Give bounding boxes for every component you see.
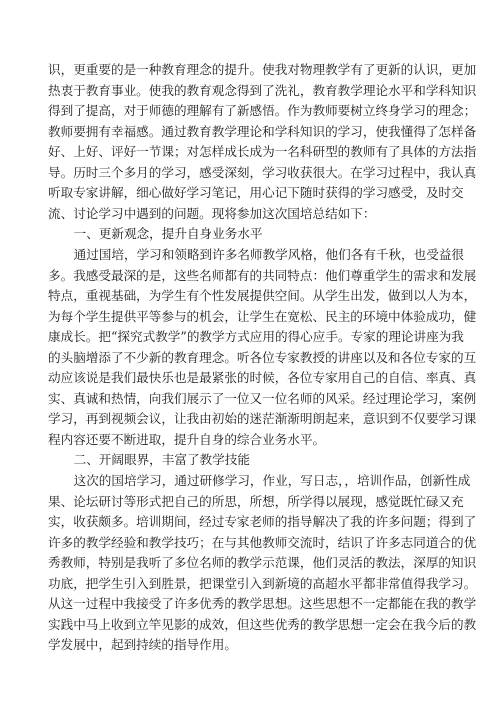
text-line: 学发展中，起到持续的指导作用。 xyxy=(48,637,237,653)
text-line: 热衷于教育事业。使我的教育观念得到了洗礼，教育教学理论水平和学科知识 xyxy=(48,82,477,98)
text-line: 多。我感受最深的是，这些名师都有的共同特点：他们尊重学生的需求和发展 xyxy=(48,267,477,283)
text-line: 的头脑增添了不少新的教育理念。听各位专家教授的讲座以及和各位专家的互 xyxy=(48,349,477,365)
text-line: 实、真诚和热情，向我们展示了一位又一位名师的风采。经过理论学习，案例 xyxy=(48,390,477,406)
text-line: 秀教师，特别是我听了多位名师的教学示范课，他们灵活的教法，深厚的知识 xyxy=(48,555,477,571)
text-line: 通过国培，学习和领略到许多名师教学风格，他们各有千秋，也受益很 xyxy=(73,246,464,262)
text-line: 流、讨论学习中遇到的问题。现将参加这次国培总结如下： xyxy=(48,205,376,221)
text-line: 实践中马上收到立竿见影的成效，但这些优秀的教学思想一定会在我今后的教 xyxy=(48,616,477,632)
text-line: 许多的教学经验和教学技巧；在与其他教师交流时，结识了许多志同道合的优 xyxy=(48,534,477,550)
text-line: 动应该说是我们最快乐也是最紧张的时候，各位专家用自己的自信、率真、真 xyxy=(48,370,477,386)
text-line: 导。历时三个多月的学习，感受深刻，学习收获很大。在学习过程中，我认真 xyxy=(48,164,477,180)
text-line: 果、论坛研讨等形式把自己的所思，所想，所学得以展现，感觉既忙碌又充 xyxy=(48,493,464,509)
text-line: 听取专家讲解，细心做好学习笔记，用心记下随时获得的学习感受，及时交 xyxy=(48,185,464,201)
text-line: 学习，再到视频会议，让我由初始的迷茫渐渐明朗起来，意识到不仅要学习课 xyxy=(48,411,477,427)
text-line: 得到了提高，对于师德的理解有了新感悟。作为教师要树立终身学习的理念； xyxy=(48,103,477,119)
text-line: 好、上好、评好一节课；对怎样成长成为一名科研型的教师有了具体的方法指 xyxy=(48,144,477,160)
text-line: 程内容还要不断进取，提升自身的综合业务水平。 xyxy=(48,431,326,447)
text-line: 功底，把学生引入到胜景，把课堂引入到新境的高超水平都非常值得我学习。 xyxy=(48,575,477,591)
text-line: 特点，重视基础，为学生有个性发展提供空间。从学生出发，做到以人为本， xyxy=(48,288,477,304)
section-heading: 二、开阔眼界，丰富了教学技能 xyxy=(73,452,250,468)
section-heading: 一、更新观念，提升自身业务水平 xyxy=(73,226,263,242)
text-line: 这次的国培学习，通过研修学习，作业，写日志，，培训作品，创新性成 xyxy=(73,473,471,488)
text-line: 识，更重要的是一种教育理念的提升。使我对物理教学有了更新的认识，更加 xyxy=(48,62,477,77)
text-line: 从这一过程中我接受了许多优秀的教学思想。这些思想不一定都能在我的教学 xyxy=(48,596,477,612)
text-line: 康成长。把“探究式教学”的教学方式应用的得心应手。专家的理论讲座为我 xyxy=(48,329,464,345)
text-line: 为每个学生提供平等参与的机会，让学生在宽松、民主的环境中体验成功，健 xyxy=(48,308,477,324)
text-line: 教师要拥有幸福感。通过教育教学理论和学科知识的学习，使我懂得了怎样备 xyxy=(48,123,477,139)
text-line: 实，收获颇多。培训期间，经过专家老师的指导解决了我的许多问题；得到了 xyxy=(48,514,477,530)
